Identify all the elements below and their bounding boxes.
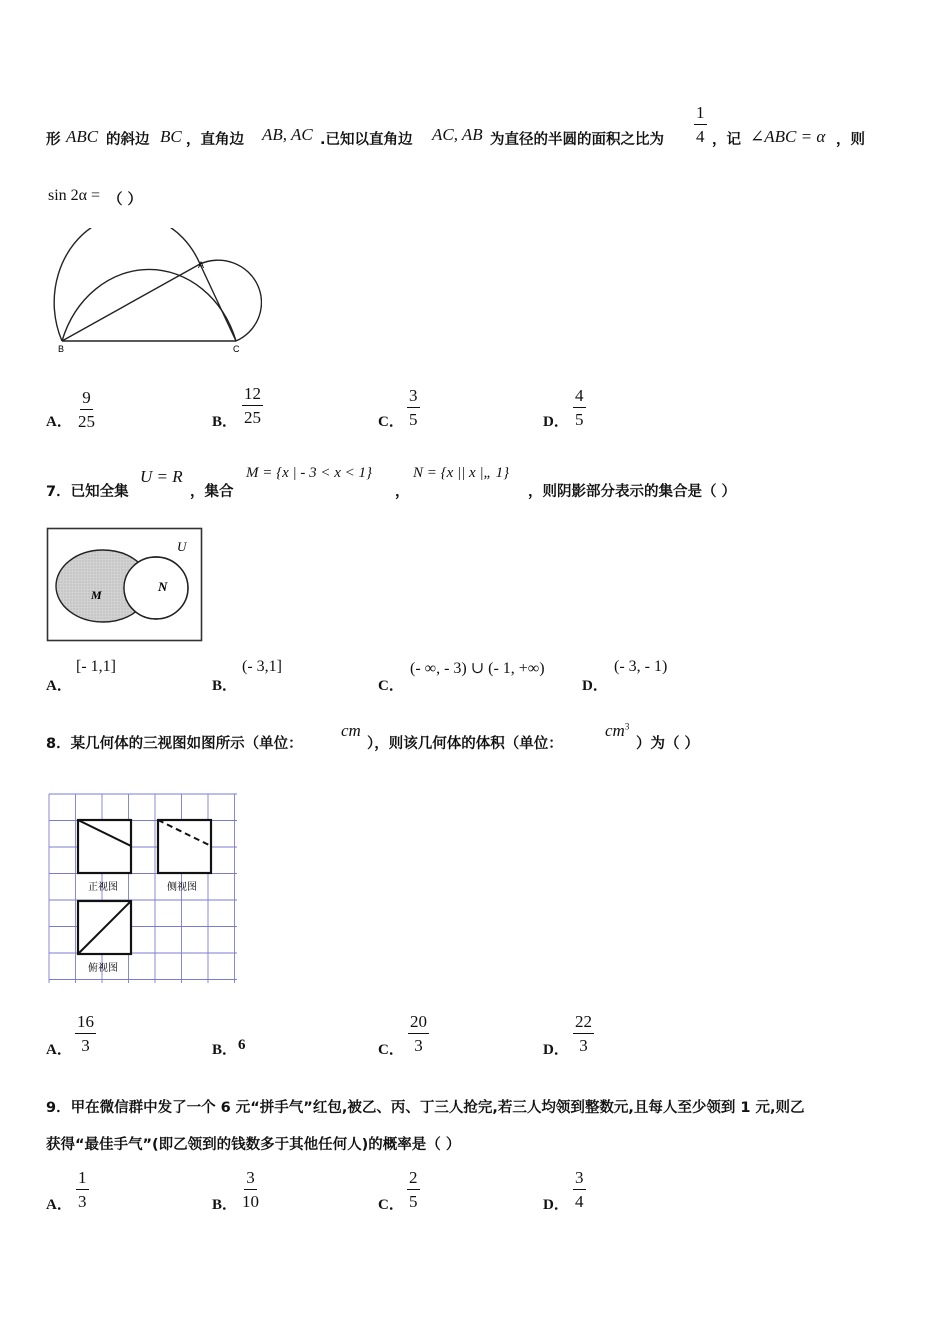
q6-option-b-label: B． [212,414,238,430]
q9-stem-line1: 9．甲在微信群中发了一个 6 元“拼手气”红包,被乙、丙、丁三人抢完,若三人均领到整数元,且每人至少领到 1 元,则乙 [46,1100,805,1116]
q9-option-d-label: D． [543,1197,569,1213]
q9-option-d-value [573,1169,586,1210]
q6-text-5: 为直径的半圆的面积之比为 [490,132,664,148]
q6-option-c-den: 5 [409,410,418,429]
q8-option-b-label: B． [212,1042,238,1058]
q9-option-a-den: 3 [78,1192,87,1211]
q7-text-1: 7．已知全集 [46,484,129,500]
q6-option-b-den: 25 [244,408,261,427]
q6-option-a-den: 25 [78,412,95,431]
q6-text-4: .已知以直角边 [320,132,413,148]
q8-unit-cm3-exp: 3 [624,721,630,732]
q9-option-b-value [240,1169,261,1210]
q8-text-2: ），则该几何体的体积（单位： [367,736,563,752]
q7-option-d-value: (- 3, - 1) [614,658,668,675]
q8-option-c-value [408,1013,429,1054]
q7-option-d-label: D． [582,678,608,694]
q6-option-a-value [76,389,97,430]
top-view-caption: 俯视图 [88,963,118,974]
q7-text-2: ，集合 [190,484,234,500]
q6-math-abc: ABC [66,127,99,146]
q8-option-a-label: A． [46,1042,72,1058]
point-a-label: A [198,260,205,270]
q6-option-d-num: 4 [573,387,586,408]
q6-answer-paren: （ ） [108,192,143,208]
front-view-caption: 正视图 [88,882,118,893]
q6-text-2: 的斜边 [106,132,150,148]
q8-text-1: 8．某几何体的三视图如图所示（单位： [46,736,303,752]
q7-text-4: ，则阴影部分表示的集合是（ ） [528,484,737,500]
point-c-label: C [233,344,240,354]
q7-text-3: ， [395,484,410,500]
q6-option-c-label: C． [378,414,404,430]
big-semicircle-bc [62,269,236,341]
q7-option-b-label: B． [212,678,238,694]
q6-option-d-den: 5 [575,410,584,429]
q7-math-u: U = R [140,467,183,486]
q6-math-ac-ab: AC, AB [432,125,483,144]
q8-option-d-den: 3 [579,1036,588,1055]
q6-option-d-label: D． [543,414,569,430]
label-u: U [177,539,187,554]
q6-math-angle: ∠ABC = α [750,127,826,146]
q7-math-set-m: M = {x | - 3 < x < 1} [246,465,373,481]
side-view-square [158,820,211,873]
semicircle-ab [54,228,200,341]
q8-option-c-label: C． [378,1042,404,1058]
q9-option-a-label: A． [46,1197,72,1213]
q8-text-3: ）为（ ） [636,736,700,752]
q6-option-c-num: 3 [407,387,420,408]
q7-option-c-label: C． [378,678,404,694]
q9-option-b-label: B． [212,1197,238,1213]
q7-option-b-value: (- 3,1] [242,658,282,675]
q8-unit-cm3 [605,721,629,741]
q8-option-d-num: 22 [573,1013,594,1034]
q6-option-a-label: A． [46,414,72,430]
q6-option-a-num: 9 [80,389,93,410]
q9-option-b-num: 3 [244,1169,257,1190]
q7-option-a-value: [- 1,1] [76,658,116,675]
q9-option-c-value [407,1169,420,1210]
q9-stem-line2: 获得“最佳手气”(即乙领到的钱数多于其他任何人)的概率是（ ） [46,1137,461,1153]
q7-venn-diagram [46,527,204,643]
q9-option-c-label: C． [378,1197,404,1213]
q9-option-d-num: 3 [573,1169,586,1190]
q8-option-c-num: 20 [408,1013,429,1034]
q6-math-ab-ac: AB, AC [262,125,313,144]
q8-option-c-den: 3 [414,1036,423,1055]
q9-option-a-value [76,1169,89,1210]
q8-option-a-num: 16 [75,1013,96,1034]
q6-ratio-num: 1 [694,104,707,125]
q9-option-c-den: 5 [409,1192,418,1211]
q6-text-6: ，记 [712,132,741,148]
q9-option-a-num: 1 [76,1169,89,1190]
q7-math-set-n: N = {x || x |„ 1} [413,465,510,481]
q8-option-b-value: 6 [238,1037,246,1053]
segment-ac [200,264,236,341]
q7-option-c-value: (- ∞, - 3) ∪ (- 1, +∞) [410,660,545,677]
q6-ratio-fraction [694,104,707,145]
q9-option-d-den: 4 [575,1192,584,1211]
q6-text-3: ，直角边 [186,132,244,148]
q8-unit-cm: cm [341,721,361,740]
point-b-label: B [58,344,65,354]
q6-option-b-num: 12 [242,385,263,406]
q6-math-bc: BC [160,127,182,146]
side-view-caption: 侧视图 [167,882,197,893]
q6-semicircles-figure [52,228,262,358]
q8-three-views-figure [48,793,240,985]
q6-option-b-value [242,385,263,426]
q9-option-b-den: 10 [242,1192,259,1211]
q6-option-c-value [407,387,420,428]
q6-text-1: 形 [46,132,61,148]
q6-sin-expr: sin 2α = [48,187,101,204]
front-view-square [78,820,131,873]
q8-unit-cm3-base: cm [605,721,625,740]
q8-option-d-value [573,1013,594,1054]
q6-ratio-den: 4 [696,127,705,146]
label-m: M [91,588,102,602]
q7-option-a-label: A． [46,678,72,694]
q8-option-a-value [75,1013,96,1054]
label-n: N [158,579,168,594]
q6-option-d-value [573,387,586,428]
q6-text-7: ，则 [836,132,865,148]
q8-option-a-den: 3 [81,1036,90,1055]
q9-option-c-num: 2 [407,1169,420,1190]
q8-option-d-label: D． [543,1042,569,1058]
